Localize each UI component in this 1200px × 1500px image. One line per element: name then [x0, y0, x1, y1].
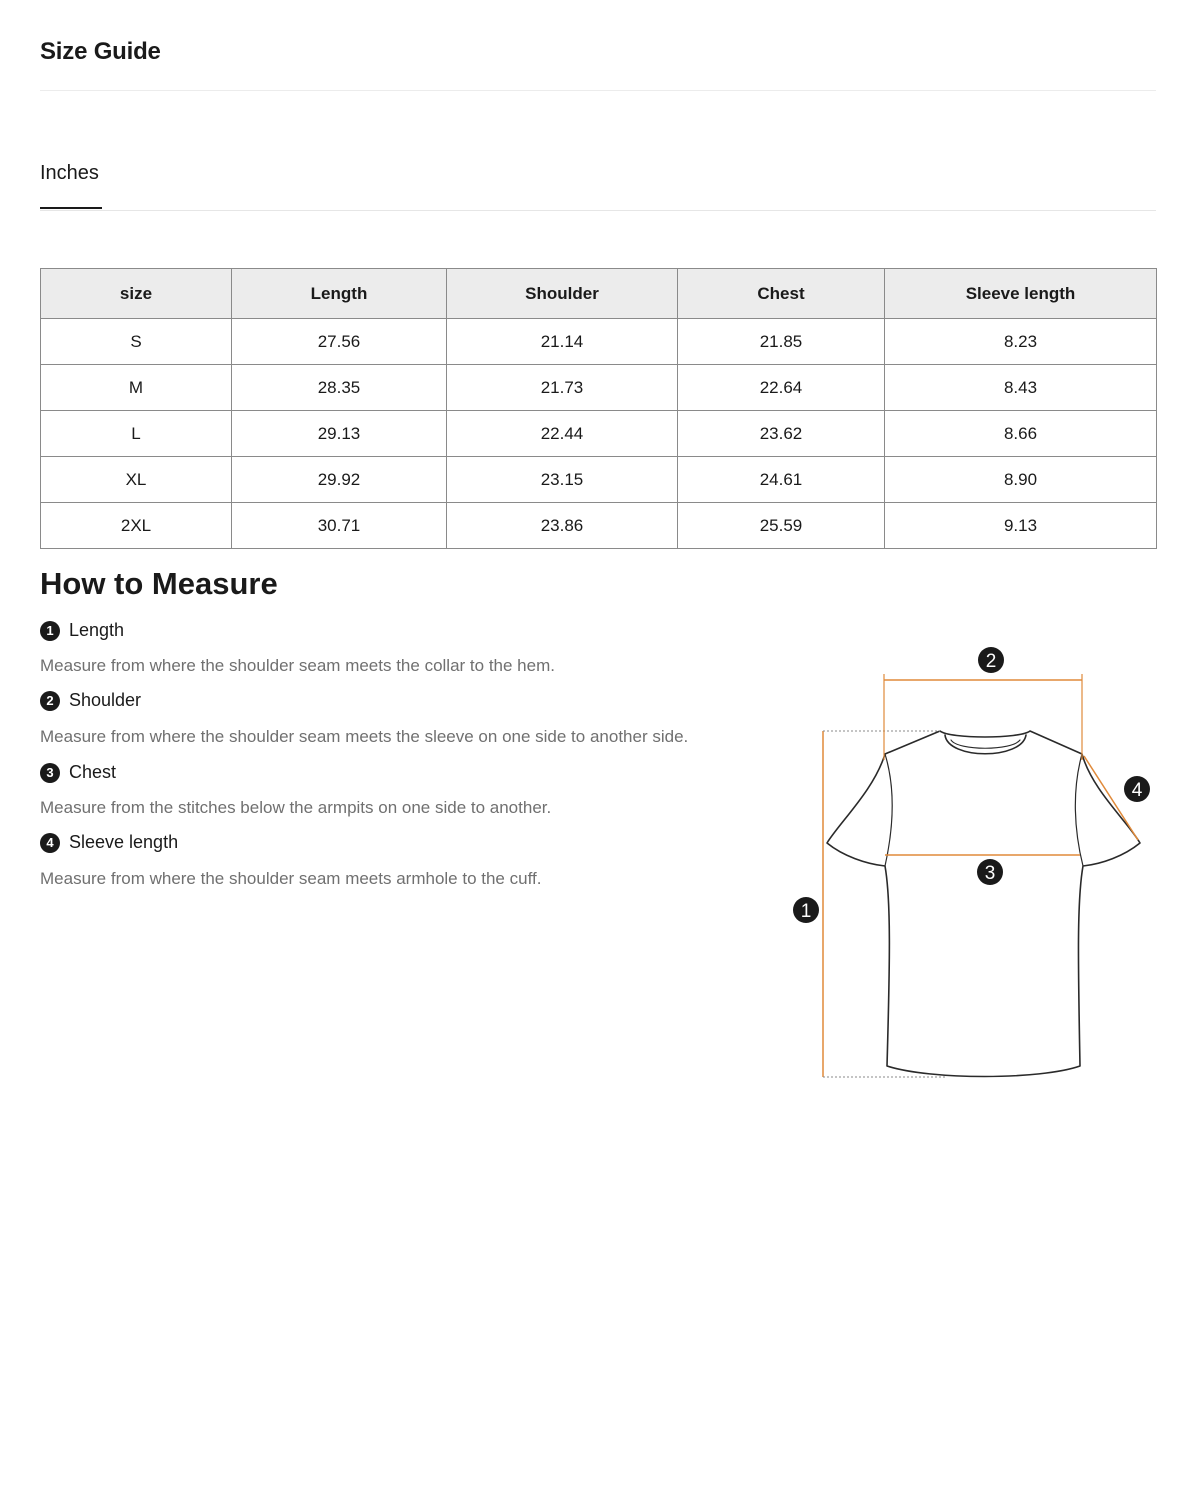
step-sleeve-length: [40, 832, 178, 853]
table-cell: XL: [41, 457, 232, 503]
svg-text:3: 3: [984, 863, 996, 884]
step-length: [40, 620, 124, 641]
table-cell: 21.73: [447, 365, 678, 411]
table-cell: 24.61: [678, 457, 885, 503]
diagram-marker-2: [978, 647, 1004, 673]
table-cell: 28.35: [232, 365, 447, 411]
step-number-badge: 2: [40, 691, 60, 711]
table-cell: 21.14: [447, 319, 678, 365]
header-divider: [40, 90, 1156, 91]
table-row: [41, 503, 1157, 549]
table-row: [41, 365, 1157, 411]
step-chest: [40, 762, 116, 783]
table-row: [41, 457, 1157, 503]
step-number-badge: 4: [40, 833, 60, 853]
table-cell: 8.23: [885, 319, 1157, 365]
table-cell: L: [41, 411, 232, 457]
tshirt-outline-icon: [827, 731, 1140, 1077]
table-cell: 8.66: [885, 411, 1157, 457]
table-cell: 9.13: [885, 503, 1157, 549]
how-to-measure-title: How to Measure: [40, 566, 278, 601]
table-cell: 2XL: [41, 503, 232, 549]
table-cell: 29.13: [232, 411, 447, 457]
table-row: [41, 319, 1157, 365]
table-cell: S: [41, 319, 232, 365]
column-header-size: size: [41, 269, 232, 319]
table-cell: 23.62: [678, 411, 885, 457]
table-cell: 8.43: [885, 365, 1157, 411]
table-cell: 21.85: [678, 319, 885, 365]
table-row: [41, 411, 1157, 457]
diagram-marker-4: [1124, 776, 1150, 802]
column-header-sleeve-length: Sleeve length: [885, 269, 1157, 319]
table-header-row: [41, 269, 1157, 319]
step-label: Shoulder: [69, 690, 142, 710]
size-table: [40, 268, 1157, 549]
diagram-marker-3: [977, 859, 1003, 885]
table-cell: 8.90: [885, 457, 1157, 503]
svg-text:2: 2: [985, 651, 997, 672]
svg-text:1: 1: [800, 901, 812, 922]
step-number-badge: 1: [40, 621, 60, 641]
table-cell: 30.71: [232, 503, 447, 549]
svg-text:4: 4: [1131, 780, 1143, 801]
diagram-marker-1: [793, 897, 819, 923]
tab-inches[interactable]: Inches: [40, 162, 99, 184]
table-cell: 29.92: [232, 457, 447, 503]
step-label: Chest: [69, 762, 117, 782]
table-cell: M: [41, 365, 232, 411]
table-cell: 22.64: [678, 365, 885, 411]
column-header-chest: Chest: [678, 269, 885, 319]
active-tab-indicator: [40, 207, 102, 209]
table-cell: 27.56: [232, 319, 447, 365]
table-cell: 23.15: [447, 457, 678, 503]
step-label: Length: [69, 620, 125, 640]
step-label: Sleeve length: [69, 832, 179, 852]
tshirt-measure-diagram: [780, 630, 1180, 1130]
table-cell: 23.86: [447, 503, 678, 549]
step-description: Measure from the stitches below the armpits on one side to another.: [40, 798, 552, 817]
column-header-length: Length: [232, 269, 447, 319]
step-number-badge: 3: [40, 763, 60, 783]
unit-tab-bar: [40, 160, 1156, 211]
step-shoulder: [40, 690, 141, 711]
page-title: Size Guide: [40, 38, 161, 65]
column-header-shoulder: Shoulder: [447, 269, 678, 319]
table-cell: 22.44: [447, 411, 678, 457]
table-cell: 25.59: [678, 503, 885, 549]
step-description: Measure from where the shoulder seam meets the collar to the hem.: [40, 656, 555, 675]
step-description: Measure from where the shoulder seam meets armhole to the cuff.: [40, 869, 542, 888]
step-description: Measure from where the shoulder seam meets the sleeve on one side to another side.: [40, 727, 689, 746]
